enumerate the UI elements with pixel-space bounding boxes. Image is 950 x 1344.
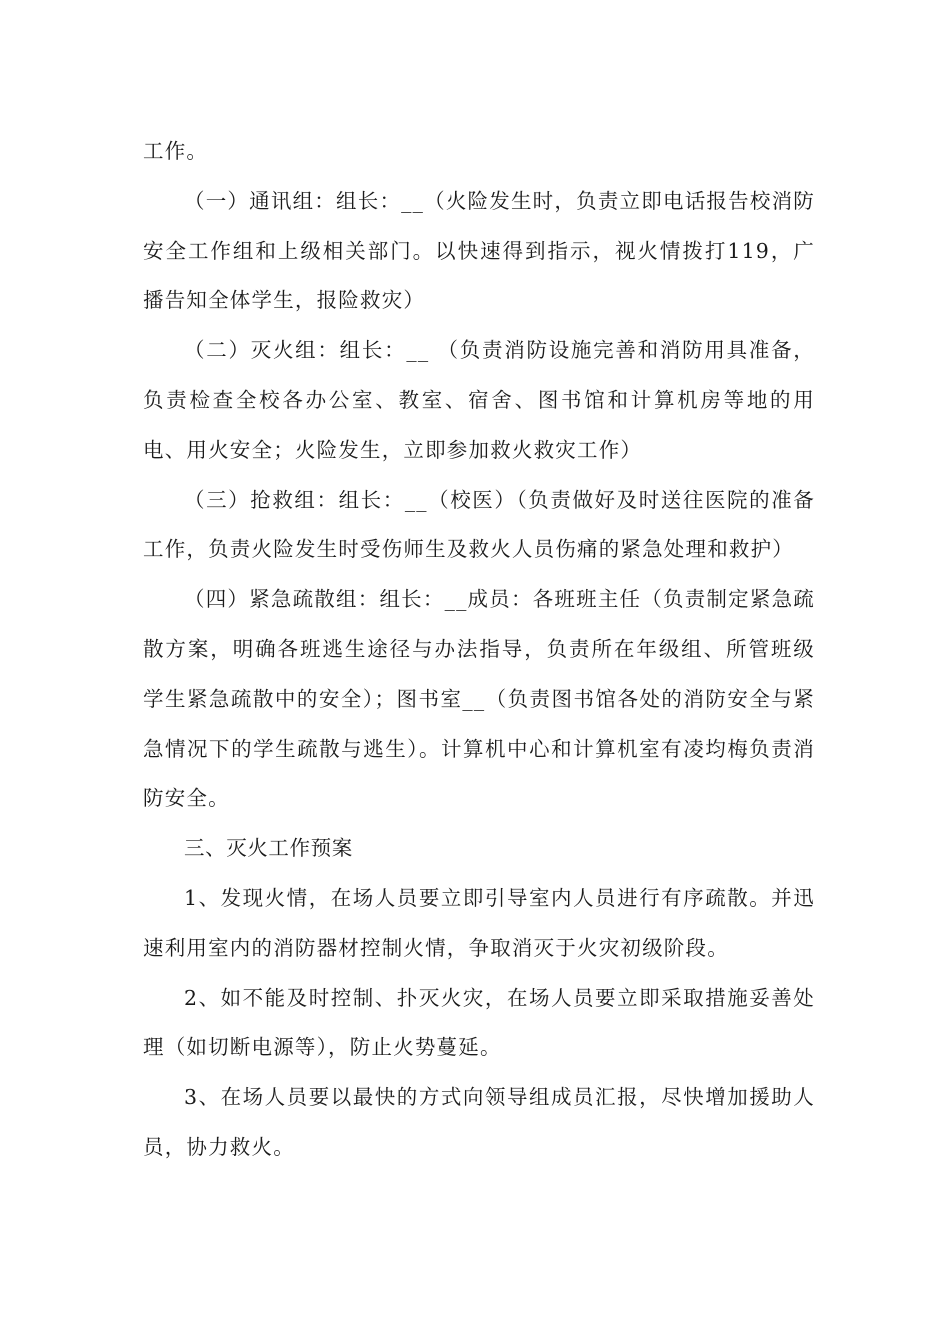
paragraph-plan-step-1: 1、发现火情，在场人员要立即引导室内人员进行有序疏散。并迅速利用室内的消防器材控制火情，争取消灭于火灾初级阶段。 (143, 885, 815, 960)
paragraph-plan-step-2: 2、如不能及时控制、扑灭火灾，在场人员要立即采取措施妥善处理（如切断电源等），防止火势蔓延。 (143, 985, 815, 1060)
paragraph-firefighting-group: （二）灭火组：组长：__ （负责消防设施完善和消防用具准备，负责检查全校各办公室、教室、宿舍、图书馆和计算机房等地的用电、用火安全；火险发生，立即参加救火救灾工作） (143, 338, 815, 462)
document-body (143, 127, 815, 1173)
paragraph-rescue-group: （三）抢救组：组长：__（校医）（负责做好及时送往医院的准备工作，负责火险发生时受伤师生及救火人员伤痛的紧急处理和救护） (143, 487, 815, 562)
paragraph-plan-step-3: 3、在场人员要以最快的方式向领导组成员汇报，尽快增加援助人员，协力救火。 (143, 1085, 815, 1159)
section-heading-firefighting-plan: 三、灭火工作预案 (184, 836, 353, 861)
paragraph-continuation: 工作。 (143, 139, 209, 163)
paragraph-evacuation-group: （四）紧急疏散组：组长：__成员：各班班主任（负责制定紧急疏散方案，明确各班逃生途径与办法指导，负责所在年级组、所管班级学生紧急疏散中的安全）；图书室__（负责图书馆各处的消防安全与紧急情况下的学生疏散与逃生）。计算机中心和计算机室有凌均梅负责消防安全。 (143, 587, 815, 811)
paragraph-communication-group: （一）通讯组：组长：__（火险发生时，负责立即电话报告校消防安全工作组和上级相关部门。以快速得到指示，视火情拨打119，广播告知全体学生，报险救灾） (143, 188, 815, 313)
